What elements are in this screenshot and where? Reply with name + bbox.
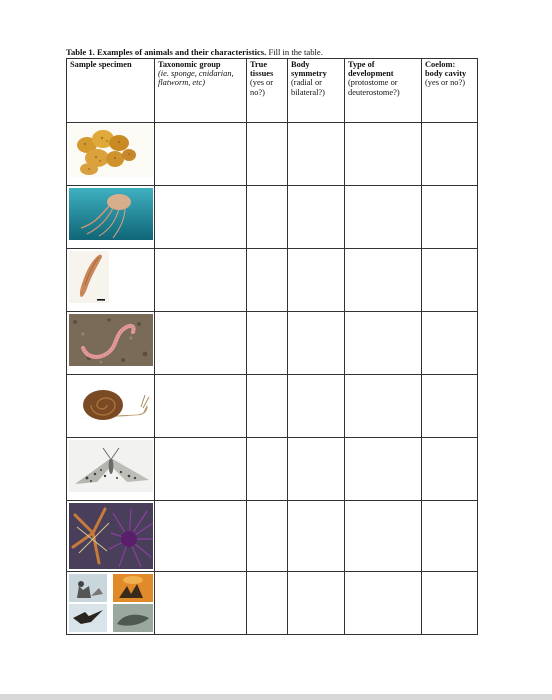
development-cell[interactable] (345, 501, 422, 572)
development-cell[interactable] (345, 572, 422, 635)
table-row (67, 249, 478, 312)
taxonomic-group-cell[interactable] (155, 312, 247, 375)
body-symmetry-cell[interactable] (288, 438, 345, 501)
true-tissues-cell[interactable] (247, 438, 288, 501)
specimen-cell (67, 123, 155, 186)
earthworm-photo-icon (69, 314, 153, 366)
moth-photo-icon (69, 440, 153, 492)
jellyfish-photo-icon (69, 188, 153, 240)
coelom-cell[interactable] (422, 501, 478, 572)
header-body-symmetry: Body symmetry (radial or bilateral?) (288, 59, 345, 123)
specimen-cell (67, 501, 155, 572)
table-row (67, 501, 478, 572)
true-tissues-cell[interactable] (247, 572, 288, 635)
true-tissues-cell[interactable] (247, 186, 288, 249)
body-symmetry-cell[interactable] (288, 249, 345, 312)
header-coelom: Coelom: body cavity (yes or no?) (422, 59, 478, 123)
development-cell[interactable] (345, 186, 422, 249)
vertebrates-collage-photo-icon (69, 574, 153, 632)
table-caption (66, 47, 486, 57)
taxonomic-group-cell[interactable] (155, 438, 247, 501)
taxonomic-group-cell[interactable] (155, 123, 247, 186)
coelom-cell[interactable] (422, 375, 478, 438)
header-type-of-development: Type of development (protostome or deuterostome?) (345, 59, 422, 123)
taxonomic-group-cell[interactable] (155, 572, 247, 635)
specimen-cell (67, 572, 155, 635)
development-cell[interactable] (345, 312, 422, 375)
development-cell[interactable] (345, 438, 422, 501)
table-row (67, 375, 478, 438)
table-row (67, 312, 478, 375)
true-tissues-cell[interactable] (247, 375, 288, 438)
header-sample-specimen: Sample specimen (67, 59, 155, 123)
true-tissues-cell[interactable] (247, 249, 288, 312)
true-tissues-cell[interactable] (247, 312, 288, 375)
development-cell[interactable] (345, 123, 422, 186)
table-row (67, 572, 478, 635)
coelom-cell[interactable] (422, 186, 478, 249)
taxonomic-group-cell[interactable] (155, 249, 247, 312)
table-row (67, 186, 478, 249)
specimen-cell (67, 186, 155, 249)
body-symmetry-cell[interactable] (288, 312, 345, 375)
table-row (67, 438, 478, 501)
sea-urchin-photo-icon (69, 503, 153, 569)
coelom-cell[interactable] (422, 249, 478, 312)
page-bottom-edge (0, 694, 552, 700)
development-cell[interactable] (345, 249, 422, 312)
sponge-photo-icon (69, 125, 153, 177)
caption-bold: Table 1. Examples of animals and their characteristics. (66, 47, 267, 57)
body-symmetry-cell[interactable] (288, 501, 345, 572)
coelom-cell[interactable] (422, 123, 478, 186)
flatworm-photo-icon (69, 251, 153, 303)
specimen-cell (67, 249, 155, 312)
body-symmetry-cell[interactable] (288, 572, 345, 635)
specimen-cell (67, 375, 155, 438)
header-row (67, 59, 478, 123)
taxonomic-group-cell[interactable] (155, 501, 247, 572)
caption-instruction: Fill in the table. (268, 47, 323, 57)
coelom-cell[interactable] (422, 572, 478, 635)
body-symmetry-cell[interactable] (288, 123, 345, 186)
header-taxonomic-group: Taxonomic group (ie. sponge, cnidarian, flatworm, etc) (155, 59, 247, 123)
specimen-cell (67, 438, 155, 501)
taxonomic-group-cell[interactable] (155, 186, 247, 249)
development-cell[interactable] (345, 375, 422, 438)
header-true-tissues: True tissues (yes or no?) (247, 59, 288, 123)
table-row (67, 123, 478, 186)
body-symmetry-cell[interactable] (288, 375, 345, 438)
true-tissues-cell[interactable] (247, 123, 288, 186)
snail-photo-icon (69, 377, 153, 429)
taxonomic-group-cell[interactable] (155, 375, 247, 438)
specimen-cell (67, 312, 155, 375)
coelom-cell[interactable] (422, 312, 478, 375)
coelom-cell[interactable] (422, 438, 478, 501)
body-symmetry-cell[interactable] (288, 186, 345, 249)
true-tissues-cell[interactable] (247, 501, 288, 572)
animal-characteristics-table (66, 58, 478, 635)
